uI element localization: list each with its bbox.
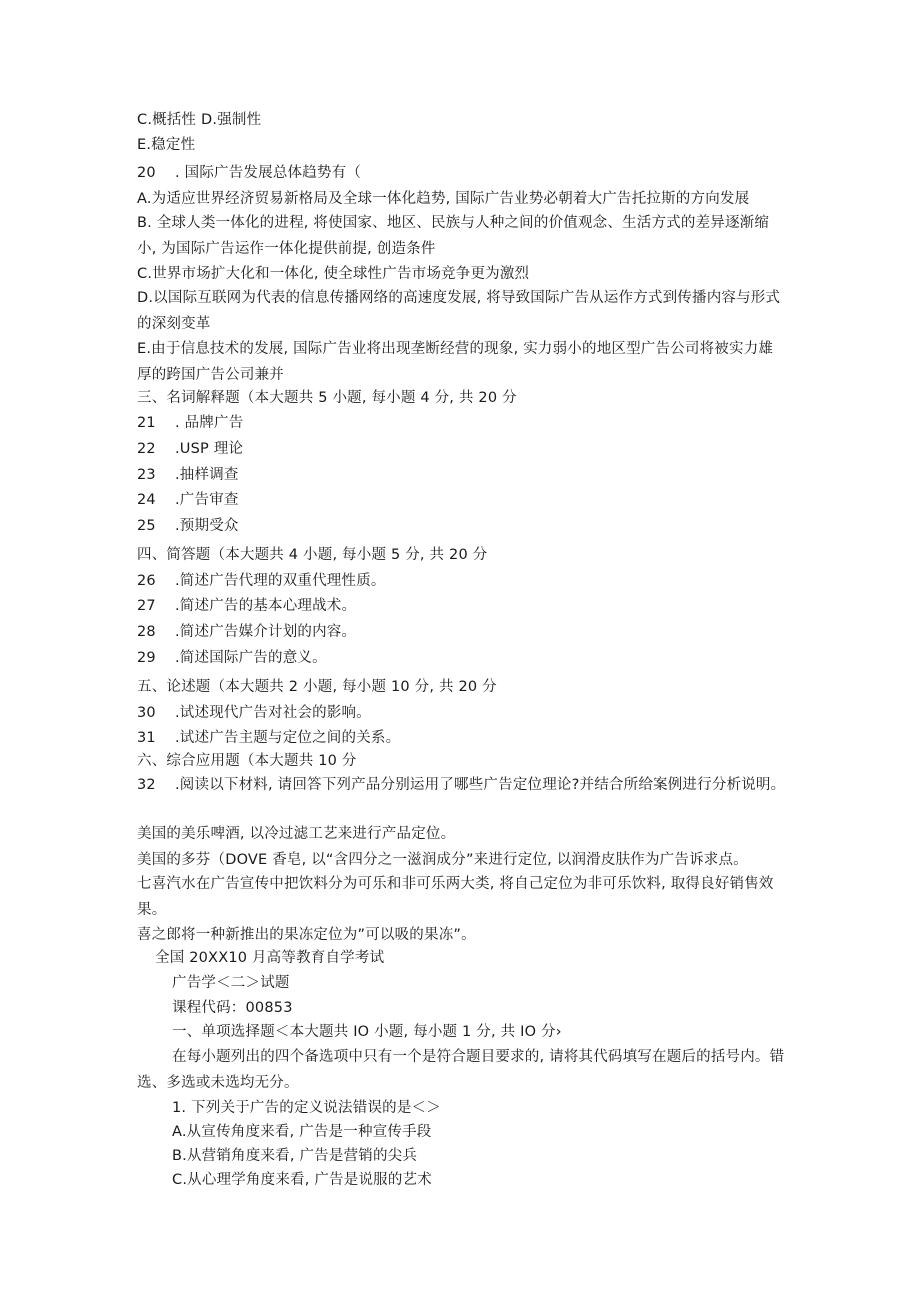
- section-3-heading: 三、名词解释题（本大题共 5 小题, 每小题 4 分, 共 20 分: [137, 390, 517, 406]
- section-1-instructions: 在每小题列出的四个备选项中只有一个是符合题目要求的, 请将其代码填写在题后的括号内。错选、多选或未选均无分。: [137, 1049, 785, 1091]
- question-1: 1. 下列关于广告的定义说法错误的是＜＞: [172, 1100, 441, 1116]
- question-24: 24 .广告审查: [137, 492, 239, 508]
- question-number: 28: [137, 624, 156, 640]
- question-number: 22: [137, 441, 156, 457]
- question-1-option-b: B.从营销角度来看, 广告是营销的尖兵: [172, 1148, 418, 1164]
- question-number: 30: [137, 705, 156, 721]
- question-20-option-b: B. 全球人类一体化的进程, 将使国家、地区、民族与人种之间的价值观念、生活方式的差异逐渐缩小, 为国际广告运作一体化提供前提, 创造条件: [137, 215, 770, 257]
- question-25: 25 .预期受众: [137, 518, 239, 534]
- question-number: 32: [137, 777, 156, 793]
- course-code: 课程代码：00853: [172, 1000, 293, 1016]
- question-20-option-c: C.世界市场扩大化和一体化, 使全球性广告市场竞争更为激烈: [137, 266, 530, 282]
- question-number: 26: [137, 573, 156, 589]
- question-30: 30 .试述现代广告对社会的影响。: [137, 705, 371, 721]
- question-number: 21: [137, 415, 156, 431]
- section-6-heading: 六、综合应用题（本大题共 10 分: [137, 753, 357, 769]
- question-20-option-d: D.以国际互联网为代表的信息传播网络的高速度发展, 将导致国际广告从运作方式到传播内容与形式的深刻变革: [137, 290, 781, 332]
- question-27: 27 .简述广告的基本心理战术。: [137, 598, 357, 614]
- question-number: 24: [137, 492, 156, 508]
- section-1-heading: 一、单项选择题＜本大题共 IO 小题, 每小题 1 分, 共 IO 分›: [172, 1024, 562, 1040]
- question-number: 27: [137, 598, 156, 614]
- question-32: 32 .阅读以下材料, 请回答下列产品分别运用了哪些广告定位理论?并结合所给案例进行分析说明。: [137, 773, 787, 799]
- exam-title: 全国 20XX10 月高等教育自学考试: [155, 950, 385, 966]
- question-26: 26 .简述广告代理的双重代理性质。: [137, 573, 386, 589]
- question-31: 31 .试述广告主题与定位之间的关系。: [137, 730, 401, 746]
- question-number: 20: [137, 165, 156, 181]
- question-22: 22 .USP 理论: [137, 441, 244, 457]
- case-dove-soap: 美国的多芬（DOVE 香皂, 以“含四分之一滋润成分”来进行定位, 以润滑皮肤作为广告诉求点。: [137, 852, 748, 868]
- option-e: E.稳定性: [137, 137, 196, 153]
- section-4-heading: 四、简答题（本大题共 4 小题, 每小题 5 分, 共 20 分: [137, 547, 488, 563]
- exam-subject: 广告学＜二＞试题: [172, 975, 290, 991]
- case-xizhilang: 喜之郎将一种新推出的果冻定位为”可以吸的果冻”。: [137, 927, 476, 943]
- question-number: 29: [137, 650, 156, 666]
- section-5-heading: 五、论述题（本大题共 2 小题, 每小题 10 分, 共 20 分: [137, 679, 497, 695]
- question-1-option-c: C.从心理学角度来看, 广告是说服的艺术: [172, 1172, 432, 1188]
- question-23: 23 .抽样调查: [137, 467, 239, 483]
- option-cd: C.概括性 D.强制性: [137, 112, 262, 128]
- question-number: 25: [137, 518, 156, 534]
- question-21: 21 . 品牌广告: [137, 415, 244, 431]
- question-20-option-e: E.由于信息技术的发展, 国际广告业将出现垄断经营的现象, 实力弱小的地区型广告公司将被实力雄厚的跨国广告公司兼并: [137, 341, 774, 383]
- question-number: 31: [137, 730, 156, 746]
- question-20: 20 . 国际广告发展总体趋势有（: [137, 165, 362, 181]
- case-7up: 七喜汽水在广告宣传中把饮料分为可乐和非可乐两大类, 将自己定位为非可乐饮料, 取得良好销售效果。: [137, 876, 774, 918]
- case-miller-beer: 美国的美乐啤酒, 以冷过滤工艺来进行产品定位。: [137, 826, 456, 842]
- question-number: 23: [137, 467, 156, 483]
- question-28: 28 .简述广告媒介计划的内容。: [137, 624, 357, 640]
- question-29: 29 .简述国际广告的意义。: [137, 650, 327, 666]
- question-1-option-a: A.从宣传角度来看, 广告是一种宣传手段: [172, 1124, 432, 1140]
- question-20-option-a: A.为适应世界经济贸易新格局及全球一体化趋势, 国际广告业势必朝着大广告托拉斯的方向发展: [137, 191, 750, 207]
